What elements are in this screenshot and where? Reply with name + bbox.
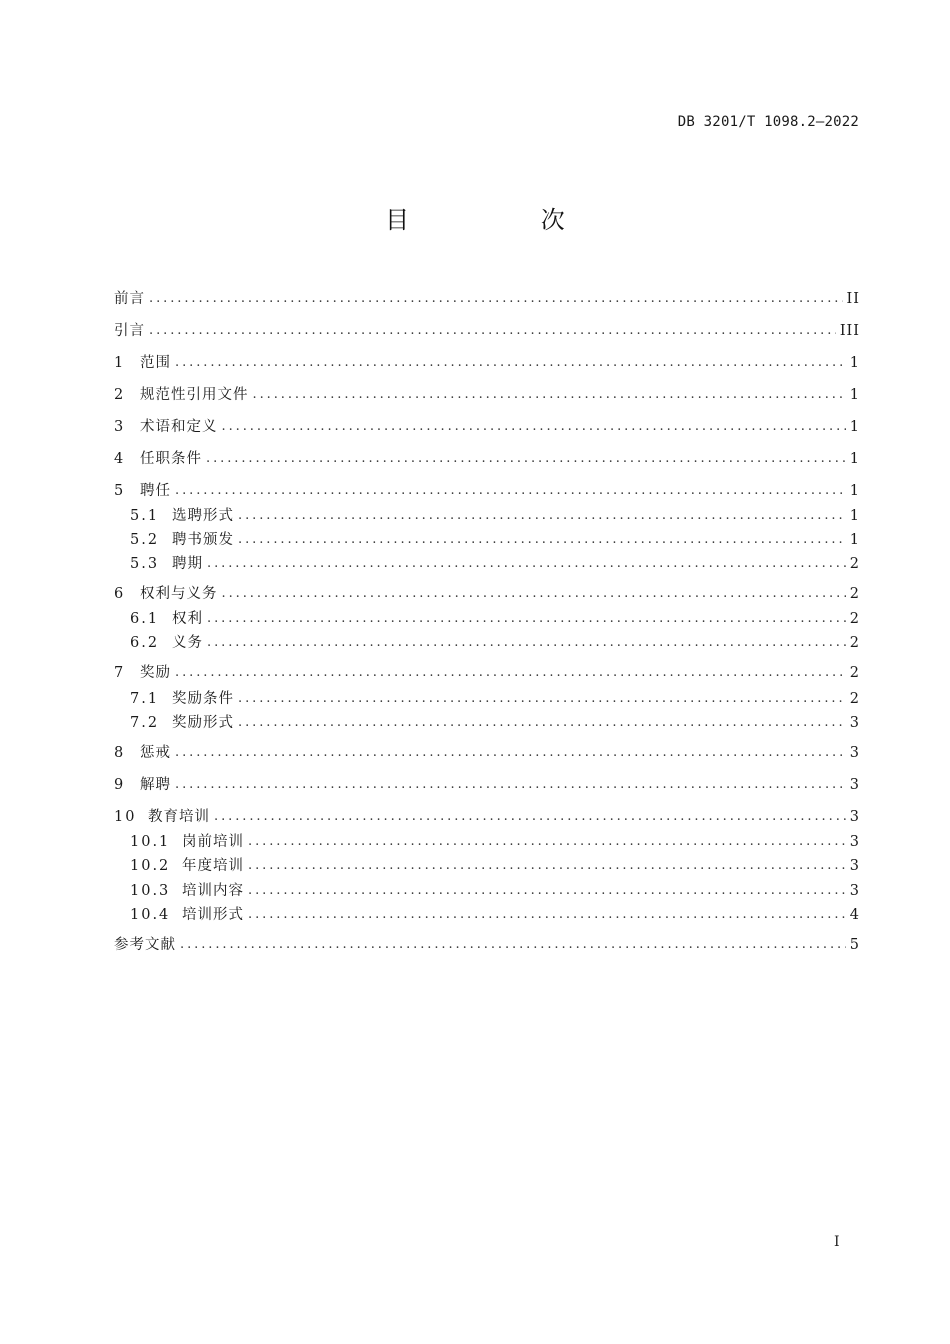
toc-entry-number: 10.2	[130, 858, 171, 874]
toc-entry-label: 奖励形式	[172, 715, 234, 731]
toc-entry-page: 4	[849, 907, 860, 923]
toc-entry-page: 1	[849, 355, 860, 371]
toc-leader-dots	[253, 384, 846, 406]
toc-entry-label: 聘任	[140, 483, 171, 499]
toc-entry-page: 2	[849, 611, 860, 627]
toc-entry-number: 10.3	[130, 883, 171, 899]
toc-entry-5-3[interactable]	[130, 553, 860, 575]
toc-entry-number: 7.2	[130, 715, 160, 731]
toc-entry-page: 5	[849, 937, 860, 953]
toc-entry-5-2[interactable]	[130, 529, 860, 551]
toc-leader-dots	[214, 806, 846, 828]
toc-entry-page: 1	[849, 483, 860, 499]
toc-entry-page: 3	[849, 777, 860, 793]
toc-entry-label: 义务	[172, 635, 203, 651]
toc-entry-page: 2	[849, 635, 860, 651]
toc-entry-number: 6.2	[130, 635, 160, 651]
toc-entry-page: 3	[849, 858, 860, 874]
toc-entry-number: 5.2	[130, 532, 160, 548]
toc-entry-page: 3	[849, 745, 860, 761]
toc-entry-number: 4	[114, 451, 126, 467]
toc-entry-label: 选聘形式	[172, 508, 234, 524]
toc-leader-dots	[180, 934, 846, 956]
toc-entry-7-2[interactable]	[130, 712, 860, 734]
toc-entry-page: 2	[849, 556, 860, 572]
toc-entry-4[interactable]	[114, 448, 860, 470]
toc-entry-label: 任职条件	[140, 451, 202, 467]
toc-entry-number: 7.1	[130, 691, 160, 707]
page-number: I	[834, 1234, 840, 1250]
toc-entry-number: 9	[114, 777, 126, 793]
toc-entry-6-1[interactable]	[130, 608, 860, 630]
toc-entry-7-1[interactable]	[130, 688, 860, 710]
toc-entry-5-1[interactable]	[130, 505, 860, 527]
toc-leader-dots	[248, 855, 846, 877]
toc-entry-page: 2	[849, 665, 860, 681]
toc-entry-page: 1	[849, 419, 860, 435]
toc-entry-page: III	[839, 323, 860, 339]
toc-leader-dots	[175, 742, 846, 764]
toc-entry-number: 1	[114, 355, 126, 371]
toc-entry-label: 权利	[172, 611, 203, 627]
toc-entry-page: 1	[849, 532, 860, 548]
toc-entry-page: 1	[849, 451, 860, 467]
toc-entry-page: 2	[849, 691, 860, 707]
toc-entry-label: 引言	[114, 323, 145, 339]
toc-entry-label: 教育培训	[148, 809, 210, 825]
toc-entry-2[interactable]	[114, 384, 860, 406]
toc-entry-page: 3	[849, 883, 860, 899]
toc-entry-10-2[interactable]	[130, 855, 860, 877]
toc-entry-page: 3	[849, 715, 860, 731]
toc-leader-dots	[248, 904, 846, 926]
toc-leader-dots	[207, 608, 846, 630]
toc-leader-dots	[248, 831, 846, 853]
toc-entry-page: 1	[849, 508, 860, 524]
toc-leader-dots	[149, 288, 843, 310]
toc-leader-dots	[222, 583, 846, 605]
toc-entry-label: 解聘	[140, 777, 171, 793]
toc-leader-dots	[222, 416, 846, 438]
toc-entry-label: 岗前培训	[182, 834, 244, 850]
toc-entry-introduction[interactable]	[114, 320, 860, 342]
toc-entry-number: 5	[114, 483, 126, 499]
toc-entry-label: 培训形式	[182, 907, 244, 923]
toc-entry-label: 聘书颁发	[172, 532, 234, 548]
toc-leader-dots	[238, 712, 846, 734]
toc-entry-10-1[interactable]	[130, 831, 860, 853]
toc-entry-10-4[interactable]	[130, 904, 860, 926]
toc-leader-dots	[175, 352, 846, 374]
toc-entry-number: 10.1	[130, 834, 171, 850]
toc-entry-label: 奖励	[140, 665, 171, 681]
toc-entry-page: 3	[849, 809, 860, 825]
toc-leader-dots	[175, 662, 846, 684]
toc-entry-label: 培训内容	[182, 883, 244, 899]
toc-entry-label: 惩戒	[140, 745, 171, 761]
toc-entry-number: 2	[114, 387, 126, 403]
page-title: 目 次	[385, 206, 627, 234]
toc-entry-8[interactable]	[114, 742, 860, 764]
toc-entry-1[interactable]	[114, 352, 860, 374]
toc-entry-3[interactable]	[114, 416, 860, 438]
toc-entry-label: 规范性引用文件	[140, 387, 249, 403]
toc-entry-label: 年度培训	[182, 858, 244, 874]
toc-entry-label: 参考文献	[114, 937, 176, 953]
toc-entry-number: 7	[114, 665, 126, 681]
toc-entry-label: 范围	[140, 355, 171, 371]
toc-entry-page: 1	[849, 387, 860, 403]
toc-leader-dots	[175, 480, 846, 502]
toc-leader-dots	[238, 529, 846, 551]
toc-entry-number: 6.1	[130, 611, 160, 627]
toc-entry-label: 奖励条件	[172, 691, 234, 707]
toc-leader-dots	[238, 688, 846, 710]
toc-entry-foreword[interactable]	[114, 288, 860, 310]
toc-entry-page: 2	[849, 586, 860, 602]
toc-entry-number: 10	[114, 809, 137, 825]
toc-entry-5[interactable]	[114, 480, 860, 502]
toc-leader-dots	[175, 774, 846, 796]
toc-entry-10[interactable]	[114, 806, 860, 828]
toc-entry-label: 前言	[114, 291, 145, 307]
toc-entry-bibliography[interactable]	[114, 934, 860, 956]
toc-entry-page: II	[846, 291, 860, 307]
toc-entry-10-3[interactable]	[130, 880, 860, 902]
toc-entry-page: 3	[849, 834, 860, 850]
toc-entry-number: 5.3	[130, 556, 160, 572]
toc-entry-number: 3	[114, 419, 126, 435]
toc-entry-6-2[interactable]	[130, 632, 860, 654]
toc-leader-dots	[207, 553, 846, 575]
toc-entry-number: 8	[114, 745, 126, 761]
toc-entry-9[interactable]	[114, 774, 860, 796]
toc-entry-number: 10.4	[130, 907, 171, 923]
toc-entry-6[interactable]	[114, 583, 860, 605]
toc-leader-dots	[206, 448, 846, 470]
toc-entry-number: 6	[114, 586, 126, 602]
toc-entry-label: 聘期	[172, 556, 203, 572]
toc-leader-dots	[238, 505, 846, 527]
toc-leader-dots	[248, 880, 846, 902]
toc-leader-dots	[149, 320, 836, 342]
toc-entry-7[interactable]	[114, 662, 860, 684]
document-code: DB 3201/T 1098.2—2022	[677, 114, 859, 130]
toc-entry-label: 权利与义务	[140, 586, 218, 602]
toc-entry-label: 术语和定义	[140, 419, 218, 435]
toc-entry-number: 5.1	[130, 508, 160, 524]
toc-leader-dots	[207, 632, 846, 654]
